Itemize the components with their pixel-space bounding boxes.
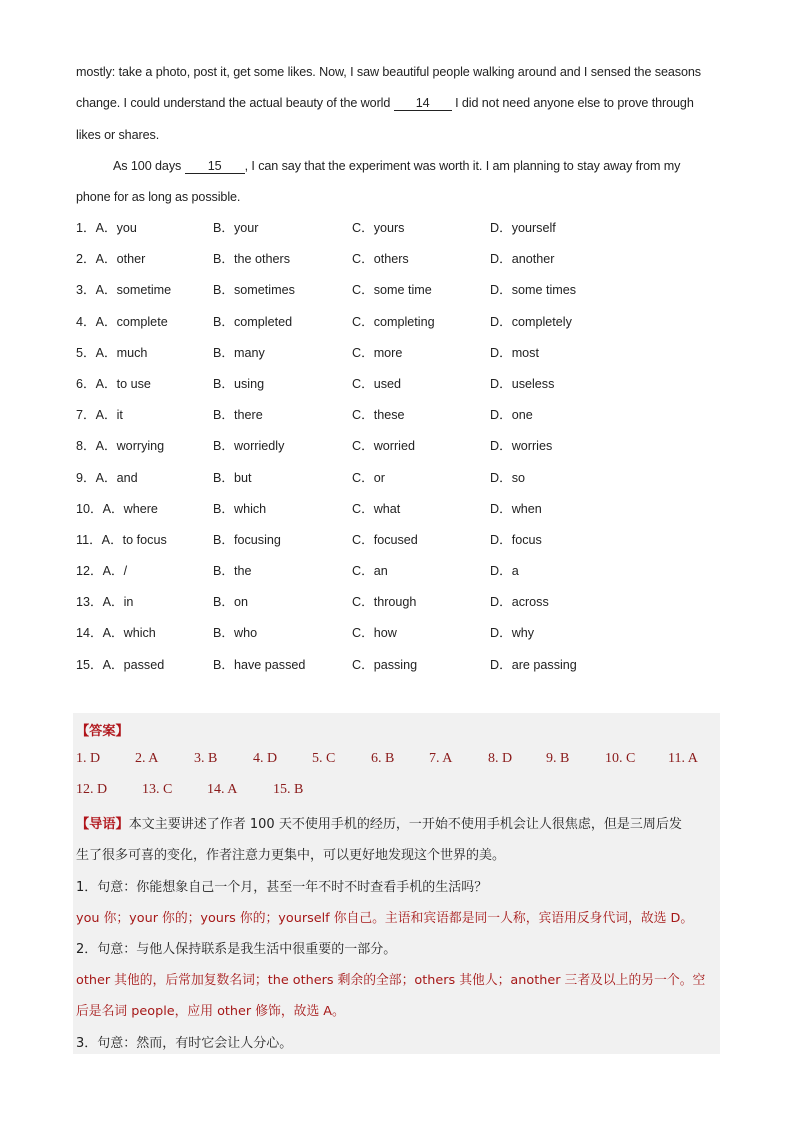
option-a[interactable]: 1．A．you [76, 221, 137, 235]
answer-key-item: 2. A [135, 751, 159, 766]
option-b[interactable]: B．who [213, 626, 258, 641]
option-d[interactable]: D．are passing [490, 657, 577, 672]
q3-meaning [76, 1032, 721, 1051]
option-b[interactable]: B．on [213, 595, 249, 610]
passage-line [76, 151, 721, 182]
option-a[interactable]: 3．A．sometime [76, 283, 172, 298]
question-row [76, 556, 721, 587]
option-d[interactable]: D．most [490, 345, 539, 360]
q1-explain-text: you 你；your 你的；yours 你的；yourself 你自己。主语和宾语都是同一人称，宾语用反身代词，故选 D。 [76, 911, 694, 926]
option-d[interactable]: D．yourself [490, 221, 556, 235]
option-a[interactable]: 5．A．much [76, 345, 148, 360]
q1-meaning-text: 1．句意：你能想象自己一个月，甚至一年不时不时查看手机的生活吗？ [76, 880, 488, 895]
option-b[interactable]: B．worriedly [213, 439, 285, 454]
question-row [76, 494, 721, 525]
passage-text: I did not need anyone else to prove through [451, 96, 694, 111]
answer-key-item: 14. A [207, 782, 238, 797]
option-d[interactable]: D．why [490, 626, 535, 641]
options-list [76, 213, 721, 681]
question-row [76, 400, 721, 431]
passage-line: mostly: take a photo, post it, get some likes. Now, I saw beautiful people walking around and I sensed the seasons [76, 65, 701, 79]
q2-meaning [76, 938, 721, 957]
answer-key-row [76, 751, 721, 769]
question-row [76, 587, 721, 618]
option-d[interactable]: D．completely [490, 314, 572, 329]
passage-text: , I can say that the experiment was worth it. I am planning to stay away from my [244, 158, 681, 173]
question-row [76, 338, 721, 369]
guide-paragraph-cont [76, 844, 721, 863]
answer-key-item: 15. B [273, 782, 304, 797]
passage [76, 57, 721, 213]
option-c[interactable]: C．worried [352, 439, 415, 454]
option-a[interactable]: 7．A．it [76, 408, 123, 423]
answer-key-item: 4. D [253, 751, 278, 766]
option-c[interactable]: C．others [352, 252, 409, 267]
option-d[interactable]: D．worries [490, 439, 553, 454]
option-a[interactable]: 2．A．other [76, 252, 146, 267]
option-a[interactable]: 9．A．and [76, 470, 138, 485]
answer-key-item: 7. A [429, 751, 453, 766]
answer-key-item: 1. D [76, 751, 101, 766]
guide-label: 【导语】 [76, 817, 129, 832]
option-b[interactable]: B．focusing [213, 532, 281, 547]
option-a[interactable]: 15．A．passed [76, 657, 165, 672]
passage-text: As 100 days [113, 158, 185, 173]
option-b[interactable]: B．have passed [213, 657, 306, 672]
passage-line [76, 88, 721, 119]
option-b[interactable]: B．but [213, 470, 252, 485]
question-row [76, 275, 721, 306]
q2-explain-cont [76, 1000, 721, 1019]
q1-explain [76, 907, 721, 926]
option-c[interactable]: C．how [352, 626, 397, 641]
option-c[interactable]: C．an [352, 564, 388, 579]
answer-key-item: 9. B [546, 751, 570, 766]
option-d[interactable]: D．across [490, 595, 549, 610]
option-b[interactable]: B．which [213, 501, 267, 516]
q2-explain [76, 969, 721, 988]
option-a[interactable]: 10．A．where [76, 501, 158, 516]
guide-text: 本文主要讲述了作者 100 天不使用手机的经历，一开始不使用手机会让人很焦虑，但是三周后发 [128, 817, 682, 832]
option-b[interactable]: B．many [213, 345, 265, 360]
option-a[interactable]: 4．A．complete [76, 314, 168, 329]
option-c[interactable]: C．completing [352, 314, 435, 329]
answer-key-item: 3. B [194, 751, 218, 766]
option-b[interactable]: B．using [213, 376, 265, 391]
question-row [76, 431, 721, 462]
option-c[interactable]: C．passing [352, 657, 418, 672]
q1-meaning [76, 876, 721, 895]
option-b[interactable]: B．completed [213, 314, 293, 329]
answer-key-item: 8. D [488, 751, 513, 766]
option-a[interactable]: 11．A．to focus [76, 532, 167, 547]
option-d[interactable]: D．a [490, 564, 519, 579]
passage-text: change. I could understand the actual beauty of the world [76, 96, 394, 111]
option-c[interactable]: C．through [352, 595, 417, 610]
question-row [76, 244, 721, 275]
option-a[interactable]: 14．A．which [76, 626, 156, 641]
answer-key-item: 13. C [142, 782, 173, 797]
passage-line: likes or shares. [76, 127, 160, 142]
option-b[interactable]: B．the others [213, 252, 291, 267]
option-c[interactable]: C．used [352, 376, 401, 391]
option-d[interactable]: D．when [490, 501, 542, 516]
passage-line: phone for as long as possible. [76, 190, 241, 205]
option-b[interactable]: B．there [213, 408, 263, 423]
option-c[interactable]: C．what [352, 501, 401, 516]
question-row [76, 525, 721, 556]
guide-text: 生了很多可喜的变化，作者注意力更集中，可以更好地发现这个世界的美。 [76, 848, 506, 863]
answer-key-item: 6. B [371, 751, 395, 766]
question-row [76, 369, 721, 400]
option-d[interactable]: D．focus [490, 532, 542, 547]
option-c[interactable]: C．these [352, 408, 405, 423]
question-row [76, 618, 721, 649]
option-a[interactable]: 8．A．worrying [76, 439, 165, 454]
q2-meaning-text: 2．句意：与他人保持联系是我生活中很重要的一部分。 [76, 942, 397, 957]
option-d[interactable]: D．one [490, 408, 533, 423]
option-d[interactable]: D．so [490, 470, 525, 485]
option-c[interactable]: C．yours [352, 221, 405, 235]
option-d[interactable]: D．some times [490, 283, 577, 298]
blank-15[interactable]: 15 [185, 159, 245, 174]
option-a[interactable]: 12．A．/ [76, 564, 128, 579]
answer-key-item: 12. D [76, 782, 108, 797]
question-row [76, 213, 721, 244]
option-c[interactable]: C．focused [352, 532, 418, 547]
answer-key-item: 10. C [605, 751, 636, 766]
question-row [76, 650, 721, 681]
option-b[interactable]: B．your [213, 221, 259, 235]
answer-key-item: 11. A [668, 751, 698, 766]
guide-paragraph [76, 813, 721, 832]
q3-meaning-text: 3．句意：然而，有时它会让人分心。 [76, 1036, 293, 1051]
option-b[interactable]: B．sometimes [213, 283, 295, 298]
answer-key-row [76, 782, 721, 800]
answer-heading: 【答案】 [76, 724, 129, 739]
option-c[interactable]: C．more [352, 345, 403, 360]
question-row [76, 463, 721, 494]
option-d[interactable]: D．another [490, 252, 555, 267]
option-a[interactable]: 6．A．to use [76, 376, 151, 391]
option-d[interactable]: D．useless [490, 376, 555, 391]
blank-14[interactable]: 14 [394, 96, 452, 111]
option-c[interactable]: C．or [352, 470, 385, 485]
option-a[interactable]: 13．A．in [76, 595, 134, 610]
option-c[interactable]: C．some time [352, 283, 432, 298]
option-b[interactable]: B．the [213, 564, 252, 579]
answer-key-item: 5. C [312, 751, 336, 766]
question-row [76, 307, 721, 338]
q2-explain-text: other 其他的，后常加复数名词；the others 剩余的全部；others 其他人；another 三者及以上的另一个。空 [76, 973, 706, 988]
q2-explain-text: 后是名词 people，应用 other 修饰，故选 A。 [76, 1004, 345, 1019]
